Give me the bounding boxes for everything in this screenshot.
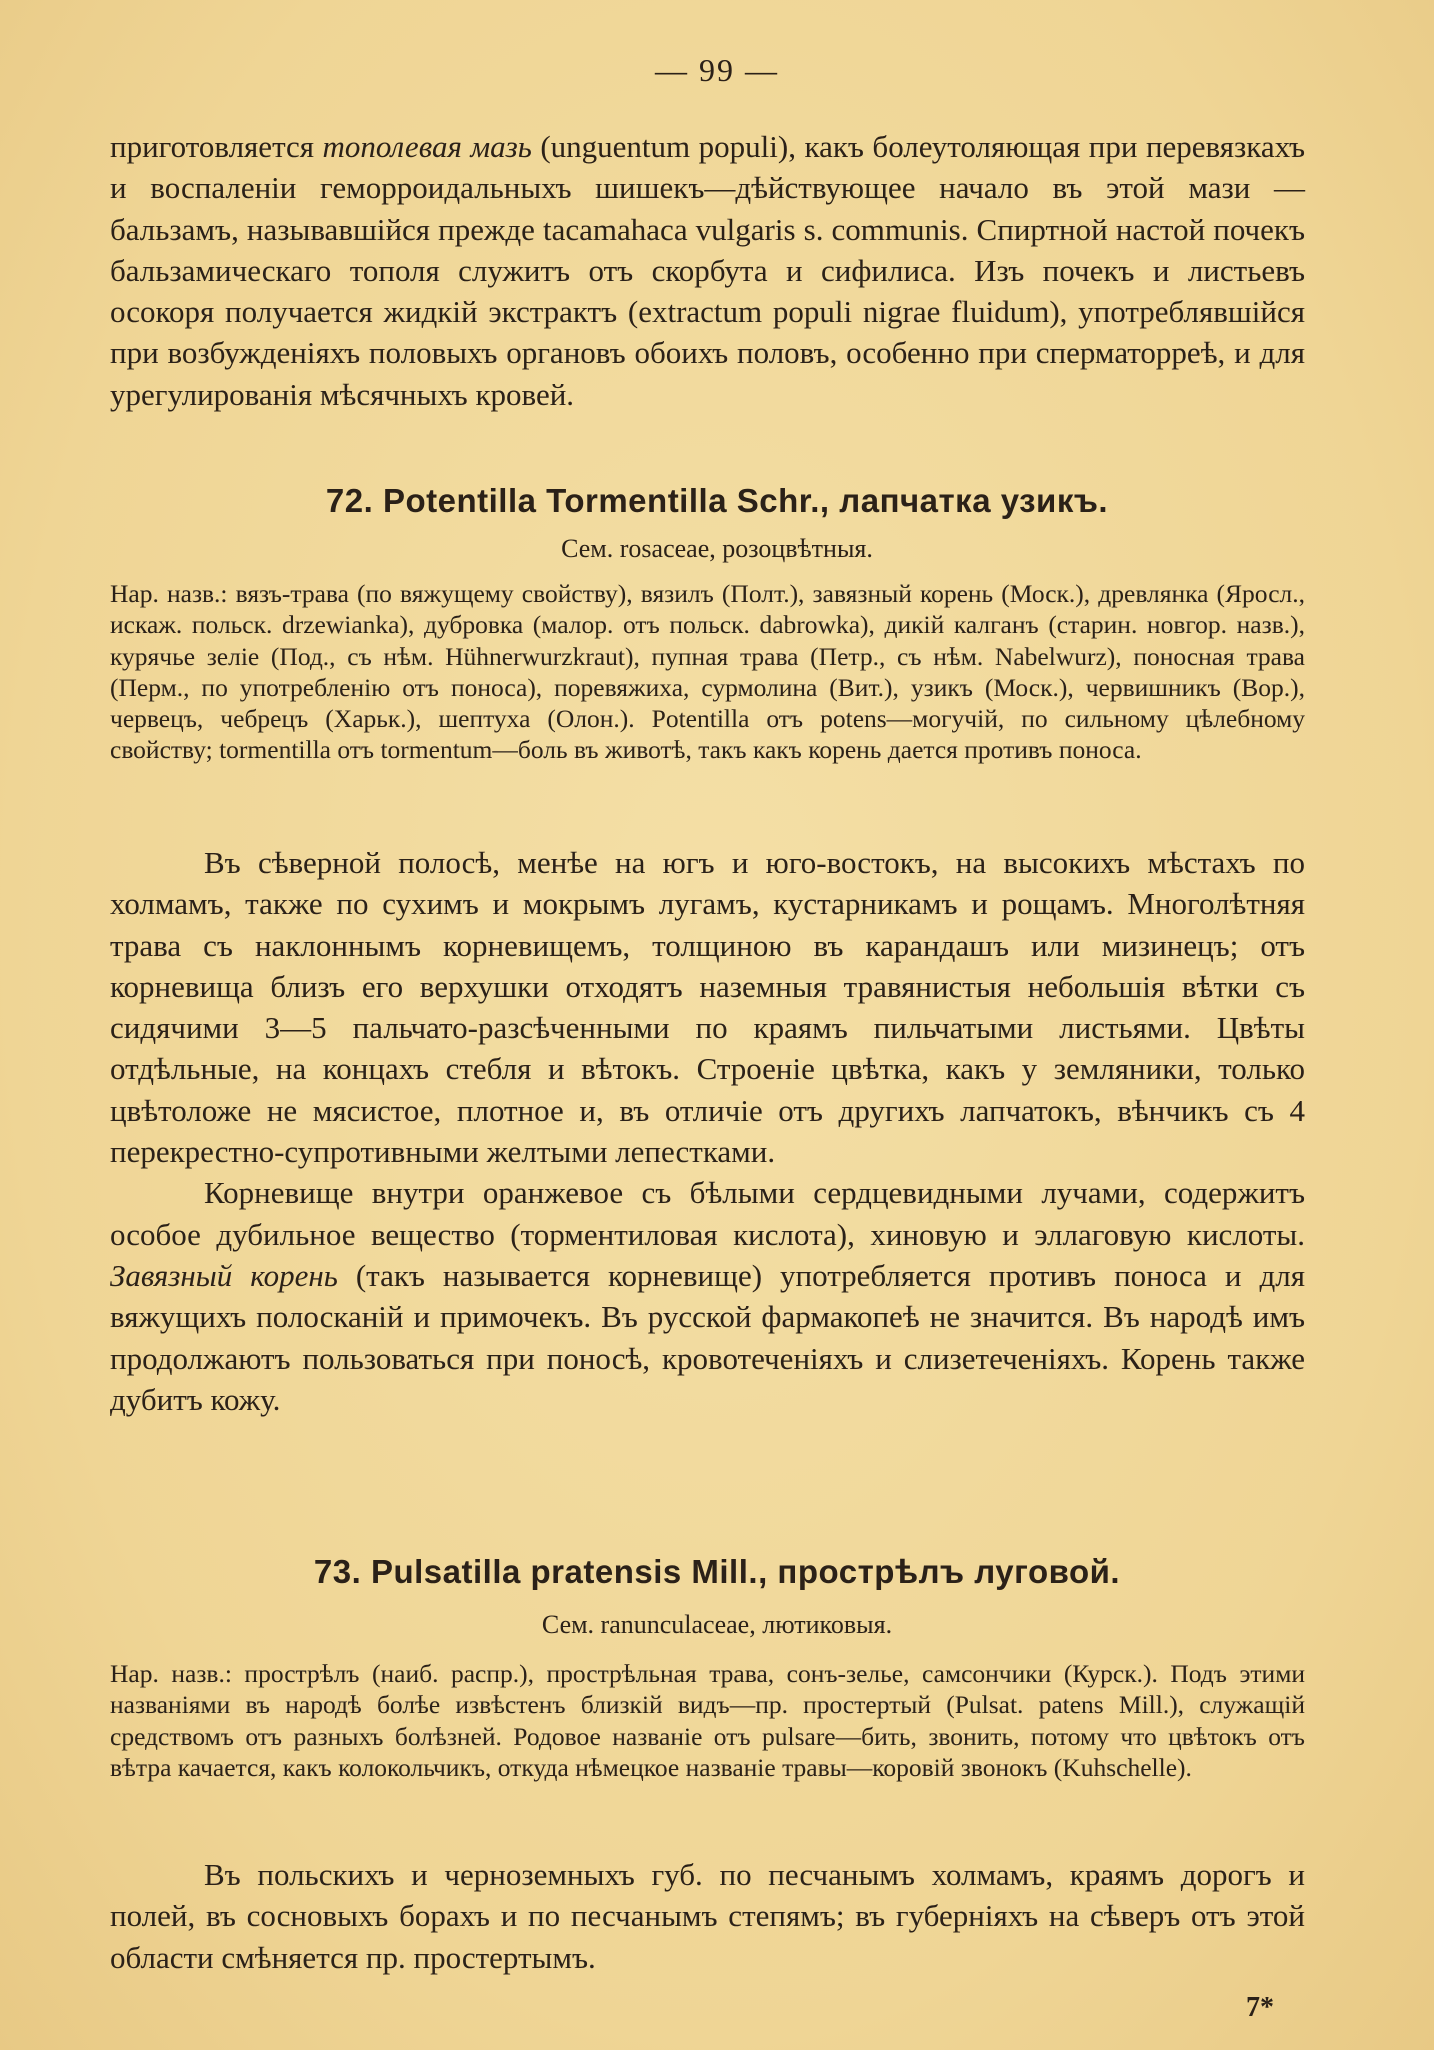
section-73-paragraph-1: Въ польскихъ и черноземныхъ губ. по песчанымъ холмамъ, краямъ дорогъ и полей, въ сосновыхъ борахъ и по песчанымъ степямъ; въ губерніяхъ на сѣверъ отъ этой области смѣняется пр. простертымъ. bbox=[110, 1857, 1305, 1975]
section-73-folk-names: Нар. назв.: прострѣлъ (наиб. распр.), прострѣльная трава, сонъ-зелье, самсончики (Курск.). Подъ этими названіями въ народѣ болѣе извѣстенъ близкій видъ—пр. простертый (Pulsat. patens Mill.), служащій средствомъ отъ разныхъ болѣзней. Родовое названіе отъ pulsare—бить, звонить, потому что цвѣтокъ отъ вѣтра качается, какъ колокольчикъ, откуда нѣмецкое названіе травы—коровій звонокъ (Kuhschelle). bbox=[110, 1659, 1305, 1782]
intro-paragraph-block bbox=[110, 126, 1305, 415]
section-72-folk-names: Нар. назв.: вязъ-трава (по вяжущему свойству), вязилъ (Полт.), завязный корень (Моск.), древлянка (Яросл., искаж. польск. drzewianka), дубровка (малор. отъ польск. dabrowka), дикій калганъ (старин. новгор. назв.), курячье зеліе (Под., съ нѣм. Hühnerwurzkraut), пупная трава (Петр., съ нѣм. Nabelwurz), поносная трава (Перм., по употребленію отъ поноса), поревяжиха, сурмолина (Вит.), узикъ (Моск.), червишникъ (Вор.), червецъ, чебрецъ (Харьк.), шептуха (Олон.). Potentilla отъ potens—могучій, по сильному цѣлебному свойству; tormentilla отъ tormentum—боль въ животѣ, такъ какъ корень дается противъ поноса. bbox=[110, 579, 1305, 765]
section-72-family: Сем. rosaceae, розоцвѣтныя. bbox=[561, 534, 873, 563]
intro-text-2: (unguentum populi), какъ болеутоляющая при перевязкахъ и воспаленіи геморроидальныхъ шишекъ—дѣйствующее начало въ этой мази — бальзамъ, называвшійся прежде tacamahaca vulgaris s. communis. Спиртной настой почекъ бальзамическаго тополя служитъ отъ скорбута и сифилиса. Изъ почекъ и листьевъ осокоря получается жидкій экстрактъ (extractum populi nigrae fluidum), употреблявшійся при возбужденіяхъ половыхъ органовъ обоихъ половъ, особенно при сперматорреѣ, и для урегулированія мѣсячныхъ кровей. bbox=[110, 129, 1305, 412]
section-73-family: Сем. ranunculaceae, лютиковыя. bbox=[541, 1610, 893, 1639]
section-72-para2-text-1: Корневище внутри оранжевое съ бѣлыми сердцевидными лучами, содержитъ особое дубильное вещество (торментиловая кислота), хиновую и эллаговую кислоты. bbox=[110, 1175, 1305, 1252]
section-72-body-block bbox=[110, 842, 1305, 1420]
section-73-body-block bbox=[110, 1854, 1305, 1978]
section-73-heading: 73. Pulsatilla pratensis Mill., прострѣлъ луговой. bbox=[313, 1553, 1121, 1590]
section-72-heading: 72. Potentilla Tormentilla Schr., лапчатка узикъ. bbox=[325, 482, 1109, 519]
page-number: — 99 — bbox=[655, 52, 779, 88]
section-72-paragraph-2 bbox=[110, 1172, 1305, 1420]
signature-mark: 7* bbox=[1246, 1992, 1274, 2023]
intro-text-1: приготовляется bbox=[110, 129, 323, 164]
section-72-paragraph-1: Въ сѣверной полосѣ, менѣе на югъ и юго-востокъ, на высокихъ мѣстахъ по холмамъ, также по сухимъ и мокрымъ лугамъ, кустарникамъ и рощамъ. Многолѣтняя трава съ наклоннымъ корневищемъ, толщиною въ карандашъ или мизинецъ; отъ корневища близъ его верхушки отходятъ наземныя травянистыя небольшія вѣтки съ сидячими 3—5 пальчато-разсѣченными по краямъ пильчатыми листьями. Цвѣты отдѣльные, на концахъ стебля и вѣтокъ. Строеніе цвѣтка, какъ у земляники, только цвѣтоложе не мясистое, плотное и, въ отличіе отъ другихъ лапчатокъ, вѣнчикъ съ 4 перекрестно-супротивными желтыми лепестками. bbox=[110, 845, 1305, 1170]
section-72-para2-text-2: (такъ называется корневище) употребляется противъ поноса и для вяжущихъ полосканій и примочекъ. Въ русской фармакопеѣ не значится. Въ народѣ имъ продолжаютъ пользоваться при поносѣ, кровотеченіяхъ и слизетеченіяхъ. Корень также дубитъ кожу. bbox=[110, 1257, 1305, 1417]
intro-paragraph bbox=[110, 126, 1305, 415]
section-72-para2-italic: Завязный корень bbox=[110, 1257, 338, 1293]
section-72-names-block bbox=[110, 578, 1305, 766]
section-73-names-block bbox=[110, 1658, 1305, 1783]
intro-italic: тополевая мазь bbox=[322, 129, 532, 164]
